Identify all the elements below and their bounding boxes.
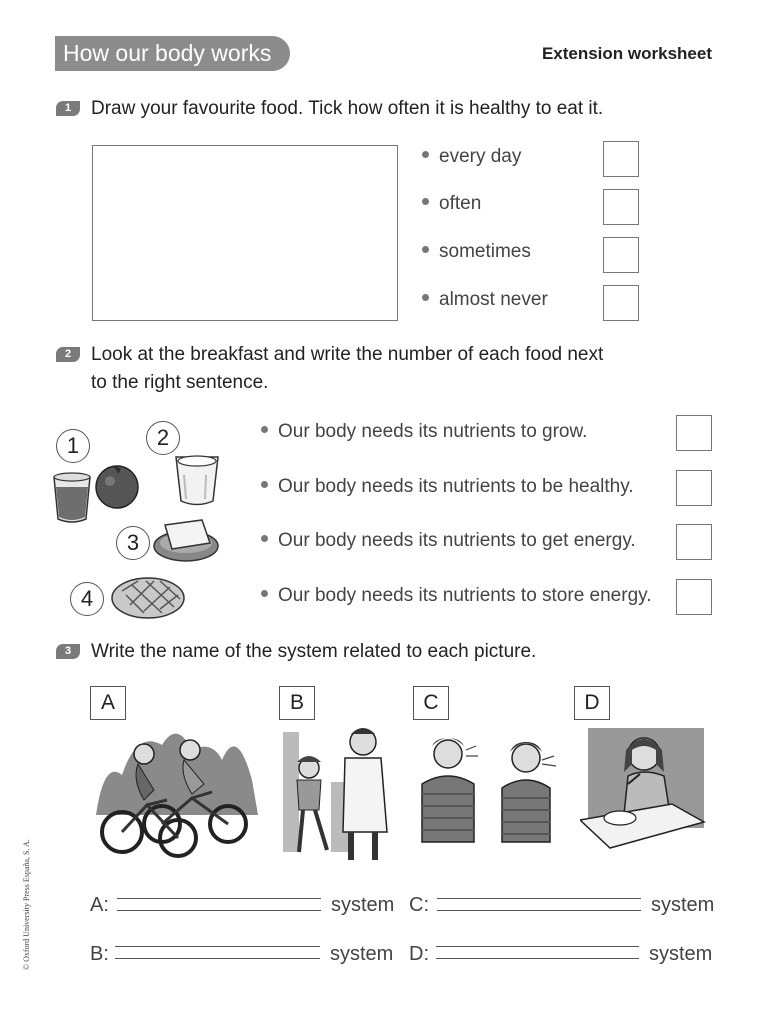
- tick-box-sometimes[interactable]: [603, 237, 639, 273]
- worksheet-type: Extension worksheet: [541, 44, 712, 63]
- answer-label-b: B:: [90, 943, 109, 965]
- answer-line-b-top: [115, 946, 320, 947]
- question-1-instruction: Draw your favourite food. Tick how often it is healthy to eat it.: [91, 98, 604, 119]
- sentence-store-energy: Our body needs its nutrients to store energy.: [261, 585, 652, 607]
- question-3-instruction: Write the name of the system related to each picture.: [91, 641, 537, 662]
- orange-icon: [96, 466, 138, 508]
- question-number-2: 2: [56, 347, 80, 362]
- tick-box-every-day[interactable]: [603, 141, 639, 177]
- picture-label-c: C: [413, 686, 449, 720]
- question-number-1: 1: [56, 101, 80, 116]
- answer-label-c: C:: [409, 894, 429, 916]
- food-number-4: 4: [70, 582, 104, 616]
- option-often: often: [422, 193, 481, 215]
- answer-line-a-top: [117, 898, 321, 899]
- doctor-picture: [283, 722, 399, 862]
- answer-line-c-top: [437, 898, 641, 899]
- answer-line-c[interactable]: [437, 910, 641, 911]
- answer-suffix-c: system: [651, 894, 715, 916]
- sentence-healthy: Our body needs its nutrients to be healthy.: [261, 476, 634, 498]
- food-number-3: 3: [116, 526, 150, 560]
- milk-glass-icon: [176, 456, 218, 505]
- tick-box-almost-never[interactable]: [603, 285, 639, 321]
- food-number-2: 2: [146, 421, 180, 455]
- picture-label-b: B: [279, 686, 315, 720]
- option-almost-never: almost never: [422, 289, 548, 311]
- copyright-notice: © Oxford University Press España, S. A.: [22, 839, 31, 970]
- sentence-get-energy: Our body needs its nutrients to get energy.: [261, 530, 636, 552]
- answer-line-a[interactable]: [117, 910, 321, 911]
- food-number-1: 1: [56, 429, 90, 463]
- butter-icon: [154, 520, 218, 561]
- picture-label-a: A: [90, 686, 126, 720]
- tick-box-often[interactable]: [603, 189, 639, 225]
- question-number-3: 3: [56, 644, 80, 659]
- answer-box-store-energy[interactable]: [676, 579, 712, 615]
- juice-glass-icon: [54, 473, 90, 522]
- answer-suffix-b: system: [330, 943, 394, 965]
- page-title: How our body works: [55, 36, 290, 71]
- answer-box-get-energy[interactable]: [676, 524, 712, 560]
- answer-box-healthy[interactable]: [676, 470, 712, 506]
- answer-label-d: D:: [409, 943, 429, 965]
- question-2-instruction-line1: Look at the breakfast and write the number of each food next: [91, 344, 604, 365]
- answer-line-d[interactable]: [436, 958, 639, 959]
- breathing-boys-picture: [414, 732, 560, 846]
- answer-line-d-top: [436, 946, 639, 947]
- answer-line-b[interactable]: [115, 958, 320, 959]
- drawing-box[interactable]: [92, 145, 398, 321]
- picture-label-d: D: [574, 686, 610, 720]
- answer-label-a: A:: [90, 894, 109, 916]
- cyclists-picture: [92, 720, 262, 860]
- answer-suffix-d: system: [649, 943, 713, 965]
- option-every-day: every day: [422, 146, 521, 168]
- option-sometimes: sometimes: [422, 241, 531, 263]
- answer-box-grow[interactable]: [676, 415, 712, 451]
- question-2-instruction-line2: to the right sentence.: [91, 372, 269, 393]
- answer-suffix-a: system: [331, 894, 395, 916]
- sentence-grow: Our body needs its nutrients to grow.: [261, 421, 587, 443]
- bread-icon: [112, 578, 184, 618]
- eating-girl-picture: [580, 724, 706, 850]
